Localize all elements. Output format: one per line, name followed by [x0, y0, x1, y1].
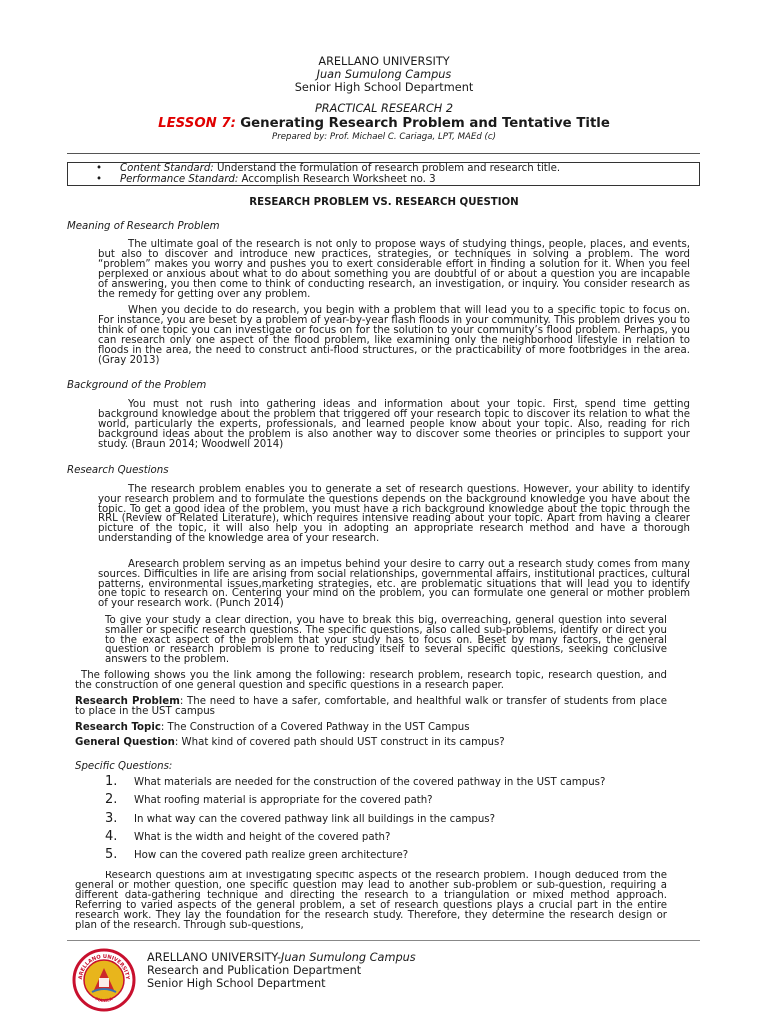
list-item: 5. How can the covered path realize green architecture? [105, 847, 409, 863]
document-footer [147, 951, 416, 990]
background-heading: Background of the Problem [67, 380, 207, 391]
seal-city: MANILA [94, 996, 114, 1004]
list-item: 4. What is the width and height of the covered path? [105, 828, 391, 844]
prepared-by: Prepared by: Prof. Michael C. Cariaga, LPT, MAEd (c) [272, 132, 496, 142]
footer-department-2: Senior High School Department [147, 977, 326, 990]
section-title: RESEARCH PROBLEM VS. RESEARCH QUESTION [249, 197, 519, 208]
standard-text: Understand the formulation of research problem and research title. [213, 163, 561, 174]
meaning-paragraph-1: The ultimate goal of the research is not only to propose ways of studying things, people, places, and events, but also to discover and introduce new practices, strategies, or techniques in solving a problem. The word “problem” makes you worry and pushes you to exert considerable effort in finding a solution for it. When you feel perplexed or anxious about what to do about something you are doubtful of or about a question you are incapable of answering, you then come to think of conducting research, an investigation, or inquiry. You consider research as the remedy for getting over any problem. [98, 239, 690, 301]
research-topic-example [75, 723, 667, 733]
header-divider [67, 153, 700, 154]
course-name: PRACTICAL RESEARCH 2 [314, 102, 454, 115]
list-item: 3. In what way can the covered pathway link all buildings in the campus? [105, 810, 496, 826]
footer-department-1: Research and Publication Department [147, 964, 362, 977]
document-header [0, 55, 768, 143]
standard-label: Content Standard: [120, 163, 214, 174]
seal-text: ARELLANO UNIVERSITY [77, 953, 131, 980]
meaning-paragraph-2: When you decide to do research, you begin with a problem that will lead you to a specific topic to focus on. For instance, you are beset by a problem of year-by-year flash floods in your community. This problem drives you to think of one topic you can investigate or focus on for the solution to your community’s flood problem. Perhaps, you can research only one aspect of the flood problem, like examining only the neighborhood lifestyle in relation to floods in the area, the need to construct anti-flood structures, or the practicability of more footbridges in the area. (Gray 2013) [98, 305, 690, 367]
general-question-text: : What kind of covered path should UST construct in its campus? [174, 737, 505, 748]
standard-label: Performance Standard: [120, 173, 239, 185]
list-item: 1. What materials are needed for the construction of the covered pathway in the UST campus? [105, 774, 606, 789]
research-problem-text: : The need to have a safer, comfortable, and healthful walk or transfer of students from place to place in the UST campus [75, 696, 667, 717]
general-question-label: General Question [75, 737, 175, 748]
closing-paragraph: Research questions aim at investigating specific aspects of the research problem. Though deduced from the general or mother question, one specific question may lead to another sub-problem or sub-question, requiring a different data-gathering technique and directing the research to a triangulation or mixed method approach. Referring to varied aspects of the general problem, a set of research questions plays a crucial part in the entire research work. They lay the foundation for the research study. Therefore, they determine the research design or plan of the research. Through sub-questions, [75, 871, 667, 931]
lesson-heading [0, 116, 768, 132]
university-name: ARELLANO UNIVERSITY [318, 55, 450, 68]
questions-paragraph-3: To give your study a clear direction, you have to break this big, overreaching, general question into several smaller or specific research questions. The specific questions, also called sub-problems, identify or direct you to the exact aspect of the problem that your study has to focus on. Beset by many factors, the general question or research problem is prone to reducing itself to several specific questions, seeking conclusive answers to the problem. [105, 615, 667, 666]
research-problem-label: Research Problem [75, 696, 180, 707]
footer-university: ARELLANO UNIVERSITY- [147, 951, 282, 964]
example-intro: The following shows you the link among the following: research problem, research topic, research question, and the construction of one general question and specific questions in a research paper. [75, 670, 667, 691]
standard-text: Accomplish Research Worksheet no. 3 [238, 173, 436, 185]
footer-divider [67, 940, 700, 941]
questions-paragraph-1: The research problem enables you to generate a set of research questions. However, your ability to identify your research problem and to formulate the questions depends on the background knowledge you have about the topic. To get a good idea of the problem, you must have a rich background knowledge about the topic through the RRL (Review of Related Literature), which requires intensive reading about your topic. Apart from having a clearer picture of the topic, it will also help you in adopting an appropriate research method and have a thorough understanding of the knowledge area of your research. [98, 484, 690, 544]
list-item: 2. What roofing material is appropriate for the covered path? [105, 792, 433, 808]
department-name: Senior High School Department [294, 81, 474, 94]
specific-questions-heading: Specific Questions: [75, 761, 173, 772]
seal-icon [72, 948, 136, 1012]
bullet-icon: • [96, 163, 103, 174]
background-paragraph: You must not rush into gathering ideas and information about your topic. First, spend time getting background knowledge about the problem that triggered off your research topic to discover its relation to what the world, particularly the experts, professionals, and learned people know about your topic. Also, reading for rich background ideas about the problem is also another way to discover some theories or principles to support your study. (Braun 2014; Woodwell 2014) [98, 399, 690, 451]
general-question-example [75, 738, 667, 748]
university-seal-logo [72, 948, 136, 1012]
questions-paragraph-2: Aresearch problem serving as an impetus behind your desire to carry out a research study comes from many sources. Difficulties in life are arising from social relationships, governmental affairs, institutional practices, cultural patterns, environmental issues,marketing strategies, etc. are problematic situations that will lead you to identify one topic to research on. Centering your mind on the problem, you can formulate one general or mother problem of your research work. (Punch 2014) [98, 559, 690, 610]
performance-standard [96, 175, 699, 186]
meaning-heading: Meaning of Research Problem [67, 221, 220, 232]
research-problem-example [75, 697, 667, 717]
research-topic-label: Research Topic [75, 722, 161, 733]
lesson-label: LESSON 7: [158, 116, 236, 131]
standards-box [67, 162, 700, 186]
bullet-icon: • [96, 173, 103, 185]
lesson-title: Generating Research Problem and Tentative Title [240, 116, 610, 131]
research-questions-heading: Research Questions [67, 465, 169, 476]
specific-questions-list [105, 774, 606, 868]
research-topic-text: : The Construction of a Covered Pathway in the UST Campus [160, 722, 470, 733]
footer-campus: Juan Sumulong Campus [281, 951, 416, 964]
campus-name: Juan Sumulong Campus [316, 68, 452, 81]
